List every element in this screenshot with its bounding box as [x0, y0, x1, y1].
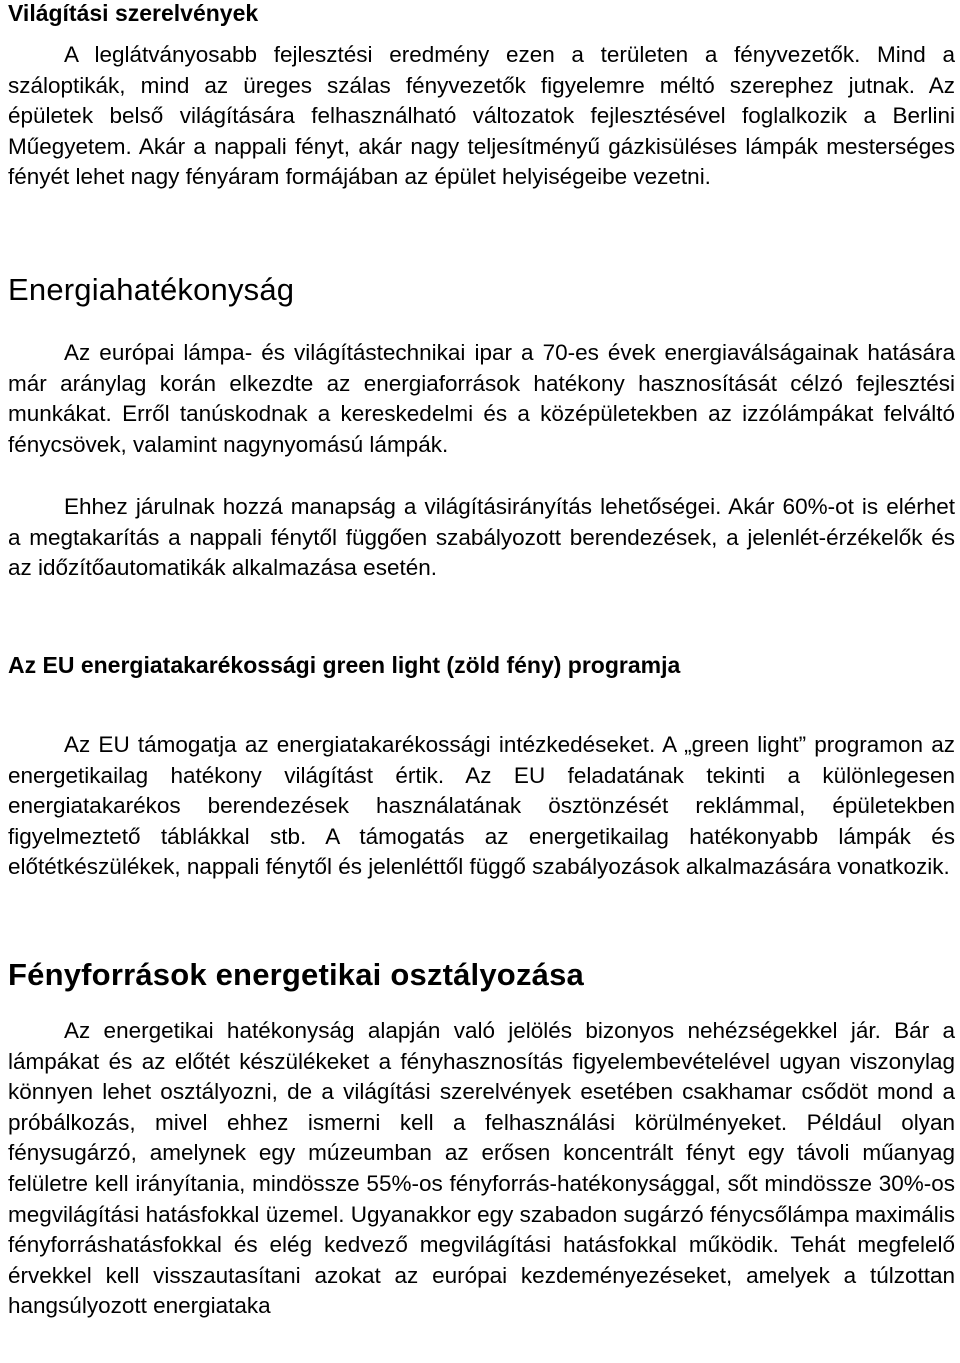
paragraph-energy-efficiency-2: Ehhez járulnak hozzá manapság a világításirányítás lehetőségei. Akár 60%-ot is elérhet a megtakarítás a nappali fénytől függően szabályozott berendezések, a jelenlét-érzékelők és az időzítőautomatikák alkalmazása esetén. — [8, 494, 955, 581]
section-heading-energy-classification: Fényforrások energetikai osztályozása — [8, 957, 584, 992]
paragraph-lighting-fixtures: A leglátványosabb fejlesztési eredmény ezen a területen a fényvezetők. Mind a száloptikák, mind az üreges szálas fényvezetők figyelemre méltó szerephez jutnak. Az épületek belső világítására felhasználható változatok fejlesztésével foglalkozik a Berlini Műegyetem. Akár a nappali fényt, akár nagy teljesítményű gázkisüléses lámpák mesterséges fényét lehet nagy fényáram formájában az épület helyiségeibe vezetni. — [8, 42, 955, 190]
paragraph-energy-classification: Az energetikai hatékonyság alapján való jelölés bizonyos nehézségekkel jár. Bár a lámpákat és az előtét készülékeket a fényhasznosítás figyelembevételével ugyan viszonylag könnyen lehet osztályozni, de a világítási szerelvények esetében csakhamar csődöt mond a próbálkozás, mivel ehhez ismerni kell a felhasználási körülményeket. Például olyan fénysugárzó, amelynek egy múzeumban az erősen koncentrált fényt egy távoli műanyag felületre kell irányítania, mindössze 55%-os fényforrás-hatékonysággal, sőt mindössze 30%-os megvilágítási hatásfokkal üzemel. Ugyanakkor egy szabadon sugárzó fénycsőlámpa maximális fényforráshatásfokkal és elég kedvező megvilágítási hatásfokkal működik. Tehát megfelelő érvekkel kell visszautasítani azokat az európai kezdeményezéseket, amelyek a túlzottan hangsúlyozott energiataka — [8, 1018, 955, 1319]
section-heading-lighting-fixtures: Világítási szerelvények — [8, 0, 259, 26]
paragraph-green-light: Az EU támogatja az energiatakarékossági intézkedéseket. A „green light” programon az energetikailag hatékony világítást értik. Az EU feladatának tekinti a különlegesen energiatakarékos berendezések használatának ösztönzését reklámmal, épületekben figyelmeztető táblákkal stb. A támogatás az energetikailag hatékonyabb lámpák és előtétkészülékek, nappali fénytől és jelenléttől függő szabályozások alkalmazására vonatkozik. — [8, 732, 955, 880]
section-heading-green-light: Az EU energiatakarékossági green light (zöld fény) programja — [8, 652, 681, 678]
section-heading-energy-efficiency: Energiahatékonyság — [8, 272, 295, 307]
paragraph-energy-efficiency-1: Az európai lámpa- és világítástechnikai ipar a 70-es évek energiaválságainak hatására már aránylag korán elkezdte az energiaforrások hatékony hasznosítását célzó fejlesztési munkákat. Erről tanúskodnak a kereskedelmi és a középületekben az izzólámpákat felváltó fénycsövek, valamint nagynyomású lámpák. — [8, 340, 955, 457]
